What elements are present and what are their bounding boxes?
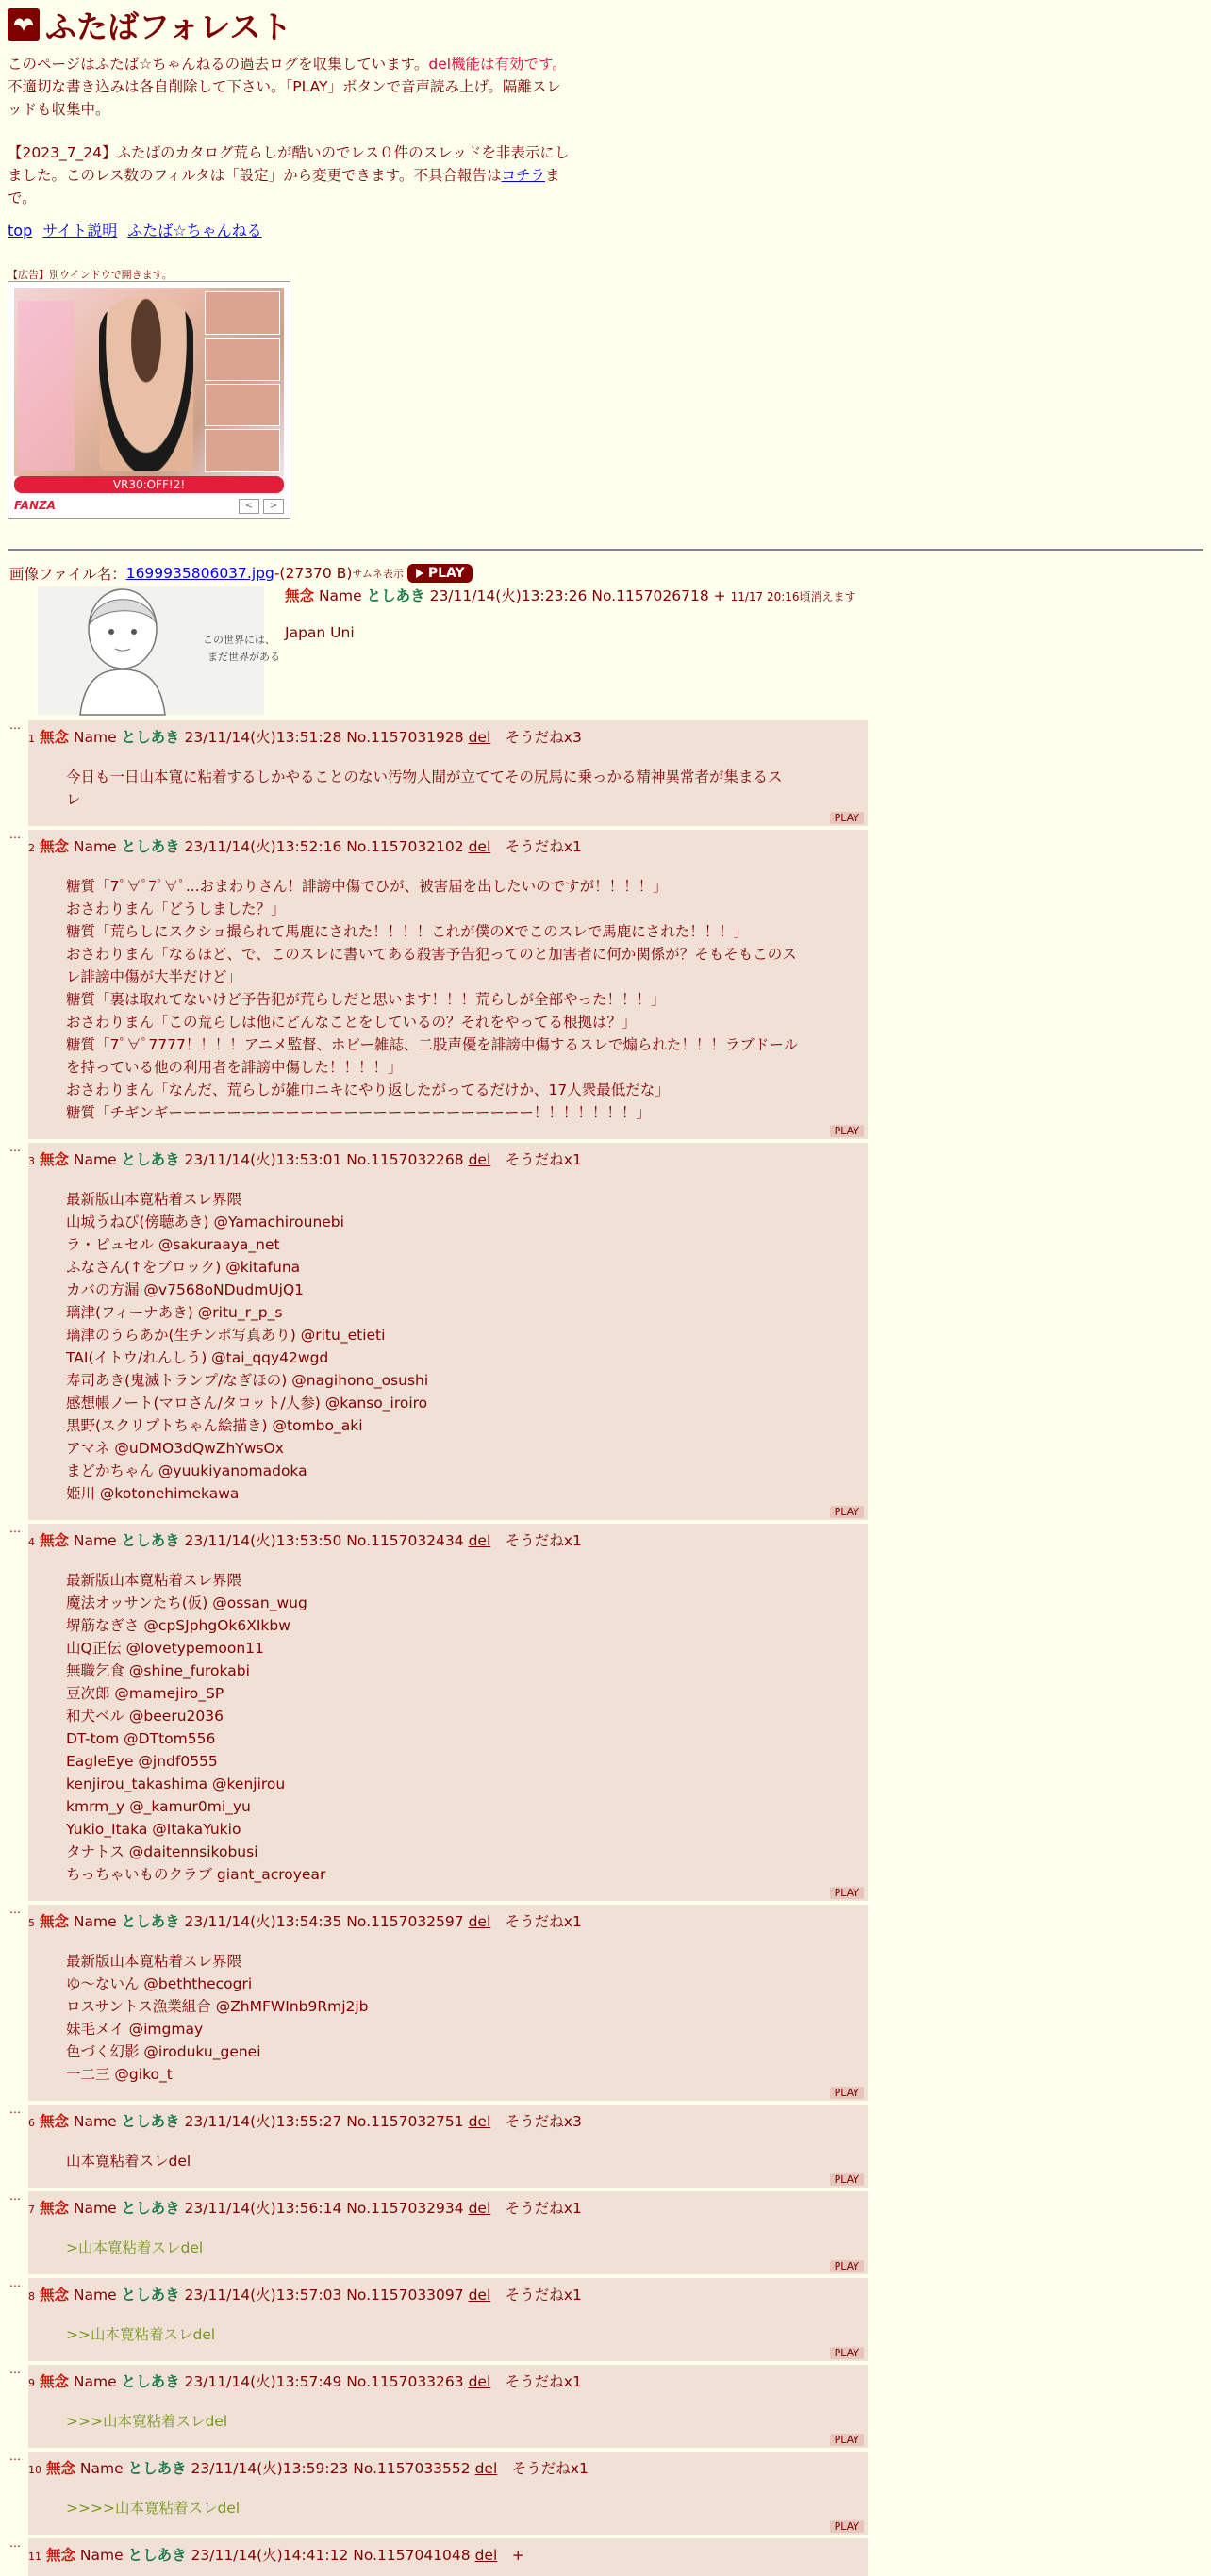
reply-line: 糖質「7ﾟ∀ﾟ7ﾟ∀ﾟ...おまわりさん！誹謗中傷でひが、被害届を出したいのですが！！！！」	[66, 878, 668, 895]
ad-image[interactable]	[14, 288, 284, 476]
reply-dots: …	[9, 2536, 21, 2550]
reply	[28, 2452, 868, 2535]
reply-line: 璃津のうらあか(生チンポ写真あり) @ritu_etieti	[66, 1327, 386, 1344]
reply-header	[28, 2544, 524, 2565]
reply-line: 堺筋なぎさ @cpSJphgOk6XIkbw	[66, 1617, 290, 1634]
reply	[28, 2365, 868, 2448]
reply-body	[66, 1569, 325, 1886]
thumb-toggle[interactable]: サムネ表示	[352, 568, 404, 580]
reply-post-number[interactable]: No.1157032597	[346, 1913, 464, 1930]
reply-line: kmrm_y @_kamur0mi_yu	[66, 1798, 251, 1815]
ad-prev-button[interactable]: <	[239, 499, 259, 514]
reply-line: 一二三 @giko_t	[66, 2066, 173, 2083]
ad-label: 【広告】別ウインドウで開きます。	[8, 269, 173, 281]
file-link[interactable]: 1699935806037.jpg	[125, 565, 274, 582]
intro-text-1: このページはふたば☆ちゃんねるの過去ログを収集しています。	[8, 56, 429, 73]
reply-line: 黒野(スクリプトちゃん絵描き) @tombo_aki	[66, 1417, 363, 1434]
reply-post-number[interactable]: No.1157031928	[346, 729, 464, 746]
reply-name: としあき	[121, 1151, 180, 1168]
op-subject: 無念	[285, 587, 315, 604]
reply-line: 山城うねび(傍聴あき) @Yamachirounebi	[66, 1214, 344, 1230]
reply-play-button[interactable]: PLAY	[830, 2173, 864, 2186]
reply-sodane-button[interactable]: そうだねx1	[505, 1151, 582, 1168]
reply-line: 姫川 @kotonehimekawa	[66, 1485, 240, 1502]
reply-header	[28, 2197, 582, 2218]
op-file-info	[9, 563, 473, 584]
reply-date: 23/11/14(火)13:51:28	[184, 729, 342, 746]
reply-date: 23/11/14(火)13:57:03	[184, 2287, 342, 2304]
reply-line: カバの方漏 @v7568oNDudmUjQ1	[66, 1281, 305, 1298]
reply-sodane-button[interactable]: そうだねx1	[505, 2200, 582, 2217]
reply-body	[66, 2410, 227, 2433]
reply-line: おさわりまん「この荒らしは他にどんなことをしているの？それをやってる根拠は？」	[66, 1014, 637, 1031]
divider	[8, 549, 1203, 551]
reply-body	[66, 875, 798, 1124]
reply-subject: 無念	[45, 2460, 75, 2477]
op-number[interactable]: No.1157026718	[591, 587, 709, 604]
reply-header	[28, 1529, 582, 1550]
reply-line: >>山本寛粘着スレdel	[66, 2326, 216, 2343]
reply-line: タナトス @daitennsikobusi	[66, 1843, 258, 1860]
reply-sodane-button[interactable]: そうだねx3	[505, 2113, 582, 2130]
reply-post-number[interactable]: No.1157032934	[346, 2200, 464, 2217]
reply-del-link[interactable]: del	[468, 1532, 491, 1549]
op-play-button[interactable]: PLAY	[407, 564, 473, 583]
reply-number: 5	[28, 1917, 35, 1929]
reply-sodane-button[interactable]: そうだねx3	[505, 729, 582, 746]
intro-del-notice: del機能は有効です。	[428, 56, 567, 73]
reply	[28, 720, 868, 826]
reply-sodane-button[interactable]: そうだねx1	[511, 2460, 589, 2477]
reply-line: おさわりまん「どうしました？」	[66, 900, 286, 917]
reply-subject: 無念	[45, 2547, 75, 2564]
reply-line: レ	[66, 791, 81, 808]
thumb-text-2: まだ世界がある	[207, 651, 280, 663]
reply-line: Yukio_Itaka @ItakaYukio	[66, 1821, 241, 1838]
op-thumbnail[interactable]	[38, 586, 280, 715]
reply-number: 7	[28, 2204, 35, 2216]
op-expire: 11/17 20:16頃消えます	[730, 590, 856, 603]
reply-line: 色づく幻影 @iroduku_genei	[66, 2043, 261, 2060]
reply	[28, 2105, 868, 2188]
reply-dots: …	[9, 2363, 21, 2376]
reply-play-button[interactable]: PLAY	[830, 2087, 864, 2099]
reply-name-label: Name	[73, 2373, 117, 2390]
reply-body	[66, 2237, 203, 2259]
reply-number: 9	[28, 2377, 35, 2389]
intro-text	[8, 53, 572, 230]
reply-line: 糖質「7ﾟ∀ﾟ7777！！！！アニメ監督、ホビー雑誌、二股声優を誹謗中傷するスレで煽られた！！！ラブドール	[66, 1036, 799, 1053]
reply-sodane-button[interactable]: そうだねx1	[505, 1532, 582, 1549]
reply-name-label: Name	[73, 2113, 117, 2130]
reply-dots: …	[9, 718, 21, 732]
file-label: 画像ファイル名：	[9, 566, 126, 583]
reply-name-label: Name	[73, 1151, 117, 1168]
reply-name-label: Name	[73, 838, 117, 855]
reply-number: 2	[28, 842, 35, 854]
reply-date: 23/11/14(火)13:53:50	[184, 1532, 342, 1549]
reply-name: としあき	[127, 2460, 187, 2477]
reply-line: を持っている他の利用者を誹謗中傷した！！！！」	[66, 1059, 403, 1076]
reply	[28, 830, 868, 1139]
reply-post-number[interactable]: No.1157041048	[353, 2547, 471, 2564]
reply-line: ラ・ピュセル @sakuraaya_net	[66, 1236, 280, 1253]
reply-play-button[interactable]: PLAY	[830, 2520, 864, 2533]
reply-date: 23/11/14(火)13:55:27	[184, 2113, 342, 2130]
reply	[28, 1143, 868, 1520]
reply-subject: 無念	[39, 729, 69, 746]
reply-dots: …	[9, 2276, 21, 2289]
intro-text-2-end: まで。	[8, 167, 560, 206]
leaf-logo-icon	[8, 8, 40, 41]
reply-body	[66, 1188, 428, 1505]
reply-line: ゆ〜ないん @beththecogri	[66, 1975, 253, 1992]
reply-line: ふなさん(↑をブロック) @kitafuna	[66, 1259, 301, 1276]
reply-dots: …	[9, 2103, 21, 2116]
reply-subject: 無念	[39, 2113, 69, 2130]
reply-date: 23/11/14(火)13:52:16	[184, 838, 342, 855]
reply-del-link[interactable]: del	[468, 838, 491, 855]
reply-line: おさわりまん「なるほど、で、このスレに書いてある殺害予告犯ってのと加害者に何か関係が？そもそもこのス	[66, 946, 797, 963]
file-meta: -(27370 B)	[274, 565, 353, 582]
reply-subject: 無念	[39, 2200, 69, 2217]
reply-subject: 無念	[39, 2287, 69, 2304]
reply-sodane-button[interactable]: そうだねx1	[505, 2287, 582, 2304]
reply-line: 和犬ベル @beeru2036	[66, 1708, 224, 1725]
reply-date: 23/11/14(火)13:54:35	[184, 1913, 342, 1930]
reply-dots: …	[9, 1903, 21, 1916]
reply-line: レ誹謗中傷が大半だけど」	[66, 968, 242, 985]
reply-line: TAI(イトウ/れんしう) @tai_qqy42wgd	[66, 1349, 329, 1366]
ad-next-button[interactable]: >	[263, 499, 284, 514]
op-name-label: Name	[318, 587, 362, 604]
reply-del-link[interactable]: del	[468, 2113, 491, 2130]
site-header	[8, 6, 291, 43]
reply-number: 4	[28, 1536, 35, 1548]
reply-number: 3	[28, 1155, 35, 1167]
reply	[28, 2191, 868, 2274]
reply-dots: …	[9, 1141, 21, 1154]
reply-header	[28, 2110, 582, 2131]
nav-links	[8, 219, 268, 240]
reply-name-label: Name	[73, 2287, 117, 2304]
reply-play-button[interactable]: PLAY	[830, 1506, 864, 1518]
reply-post-number[interactable]: No.1157033263	[346, 2373, 464, 2390]
reply-subject: 無念	[39, 838, 69, 855]
ad-brand-logo: FANZA	[14, 499, 56, 512]
reply-number: 8	[28, 2290, 35, 2303]
reply-name-label: Name	[73, 1913, 117, 1930]
reply-name: としあき	[121, 2200, 180, 2217]
reply-line: 糖質「裏は取れてないけど予告犯が荒らしだと思います！！！荒らしが全部やった！！！」	[66, 991, 666, 1008]
reply-del-link[interactable]: del	[468, 2373, 491, 2390]
reply-name: としあき	[121, 2373, 180, 2390]
reply-body	[66, 766, 783, 811]
reply-post-number[interactable]: No.1157032434	[346, 1532, 464, 1549]
reply-play-button[interactable]: PLAY	[830, 1887, 864, 1899]
reply-name: としあき	[127, 2547, 187, 2564]
reply-name-label: Name	[79, 2547, 124, 2564]
reply-line: DT-tom @DTtom556	[66, 1730, 216, 1747]
reply-line: 魔法オッサンたち(仮) @ossan_wug	[66, 1594, 307, 1611]
reply-line: 糖質「荒らしにスクショ撮られて馬鹿にされた！！！！これが僕のXでこのスレで馬鹿にされた！！！」	[66, 923, 749, 940]
thumb-text-1: この世界には、	[203, 634, 275, 646]
reply	[28, 2538, 868, 2576]
reply-sodane-button[interactable]: そうだねx1	[505, 838, 582, 855]
reply-line: >>>山本寛粘着スレdel	[66, 2413, 228, 2430]
reply-post-number[interactable]: No.1157033097	[346, 2287, 464, 2304]
reply-date: 23/11/14(火)13:57:49	[184, 2373, 342, 2390]
reply	[28, 2278, 868, 2361]
reply-line: 璃津(フィーナあき) @ritu_r_p_s	[66, 1304, 283, 1321]
reply-number: 1	[28, 733, 35, 745]
reply-line: 今日も一日山本寛に粘着するしかやることのない汚物人間が立ててその尻馬に乗っかる精神異常者が集まるス	[66, 768, 783, 785]
reply-line: 豆次郎 @mamejiro_SP	[66, 1685, 224, 1702]
reply-line: アマネ @uDMO3dQwZhYwsOx	[66, 1440, 284, 1457]
reply-line: 感想帳ノート(マロさん/タロット/人参) @kanso_iroiro	[66, 1395, 428, 1412]
reply-date: 23/11/14(火)13:56:14	[184, 2200, 342, 2217]
site-title: ふたばフォレスト	[45, 8, 292, 45]
ad-banner[interactable]	[8, 281, 290, 519]
reply-name: としあき	[121, 729, 180, 746]
reply	[28, 1905, 868, 2101]
reply-line: 山本寛粘着スレdel	[66, 2153, 191, 2170]
reply-line: 寿司あき(鬼滅トランプ/なぎほの) @nagihono_osushi	[66, 1372, 429, 1389]
reply-name-label: Name	[73, 729, 117, 746]
reply-dots: …	[9, 828, 21, 841]
reply-header	[28, 835, 582, 856]
reply-play-button[interactable]: PLAY	[830, 2260, 864, 2272]
op-body: Japan Uni	[285, 624, 355, 641]
reply-del-link[interactable]: del	[468, 2287, 491, 2304]
reply-del-link[interactable]: del	[474, 2547, 498, 2564]
reply-line: kenjirou_takashima @kenjirou	[66, 1775, 286, 1792]
reply-del-link[interactable]: del	[468, 1913, 491, 1930]
nav-about-link[interactable]: サイト説明	[42, 222, 118, 239]
reply-number: 10	[28, 2464, 41, 2476]
reply-line: 最新版山本寛粘着スレ界隈	[66, 1191, 242, 1208]
reply-name: としあき	[121, 2113, 180, 2130]
reply-sodane-button[interactable]: そうだねx1	[505, 1913, 582, 1930]
reply-name: としあき	[121, 838, 180, 855]
reply-line: 妹毛メイ @imgmay	[66, 2021, 204, 2038]
reply-body	[66, 2497, 240, 2519]
reply-line: おさわりまん「なんだ、荒らしが雑巾ニキにやり返したがってるだけか、17人衆最低だな」	[66, 1082, 670, 1098]
reply-sodane-button[interactable]: +	[511, 2547, 524, 2564]
reply-line: >山本寛粘着スレdel	[66, 2239, 204, 2256]
op-plus-button[interactable]: +	[713, 587, 726, 604]
reply-post-number[interactable]: No.1157032102	[346, 838, 464, 855]
reply-subject: 無念	[39, 1913, 69, 1930]
reply-date: 23/11/14(火)14:41:12	[191, 2547, 349, 2564]
reply-body	[66, 2323, 215, 2346]
reply-name-label: Name	[73, 1532, 117, 1549]
reply-number: 6	[28, 2117, 35, 2129]
reply-line: >>>>山本寛粘着スレdel	[66, 2500, 241, 2517]
nav-futaba-link[interactable]: ふたば☆ちゃんねる	[127, 222, 262, 239]
reply-sodane-button[interactable]: そうだねx1	[505, 2373, 582, 2390]
reply-subject: 無念	[39, 1532, 69, 1549]
reply-name: としあき	[121, 1913, 180, 1930]
reply-body	[66, 1950, 369, 2086]
reply-dots: …	[9, 2189, 21, 2203]
reply-line: 糖質「チギンギーーーーーーーーーーーーーーーーーーーーーーーーー！！！！！！！」	[66, 1104, 651, 1121]
reply-name-label: Name	[73, 2200, 117, 2217]
reply-del-link[interactable]: del	[474, 2460, 498, 2477]
reply-del-link[interactable]: del	[468, 729, 491, 746]
reply-post-number[interactable]: No.1157033552	[353, 2460, 471, 2477]
intro-text-1b: 不適切な書き込みは各自削除して下さい。「PLAY」ボタンで音声読み上げ。隔離スレッドも収集中。	[8, 78, 561, 118]
report-link[interactable]: コチラ	[501, 167, 545, 184]
reply-line: EagleEye @jndf0555	[66, 1753, 218, 1770]
reply-line: 無職乞食 @shine_furokabi	[66, 1662, 250, 1679]
reply-dots: …	[9, 2450, 21, 2463]
reply-name-label: Name	[79, 2460, 124, 2477]
reply-body	[66, 2150, 191, 2172]
reply-date: 23/11/14(火)13:59:23	[191, 2460, 349, 2477]
play-icon	[415, 568, 424, 579]
reply-date: 23/11/14(火)13:53:01	[184, 1151, 342, 1168]
reply-name: としあき	[121, 1532, 180, 1549]
reply-play-button[interactable]: PLAY	[830, 2434, 864, 2446]
reply-del-link[interactable]: del	[468, 2200, 491, 2217]
reply-post-number[interactable]: No.1157032268	[346, 1151, 464, 1168]
reply-header	[28, 2370, 582, 2391]
reply-name: としあき	[121, 2287, 180, 2304]
reply-line: 最新版山本寛粘着スレ界隈	[66, 1572, 242, 1589]
op-date: 23/11/14(火)13:23:26	[429, 587, 588, 604]
intro-text-2: 【2023_7_24】ふたばのカタログ荒らしが酷いのでレス０件のスレッドを非表示にしました。このレス数のフィルタは「設定」から変更できます。不具合報告は	[8, 144, 570, 184]
reply-header	[28, 2457, 589, 2478]
reply	[28, 1524, 868, 1901]
reply-subject: 無念	[39, 2373, 69, 2390]
reply-del-link[interactable]: del	[468, 1151, 491, 1168]
reply-line: 山Q正伝 @lovetypemoon11	[66, 1640, 264, 1657]
reply-line: ロスサントス漁業組合 @ZhMFWInb9Rmj2jb	[66, 1998, 369, 2015]
op-header	[285, 586, 856, 606]
reply-dots: …	[9, 1522, 21, 1535]
reply-line: まどかちゃん @yuukiyanomadoka	[66, 1462, 307, 1479]
reply-header	[28, 2284, 582, 2304]
op-name: としあき	[366, 587, 425, 604]
reply-line: ちっちゃいものクラブ giant_acroyear	[66, 1866, 326, 1883]
reply-play-button[interactable]: PLAY	[830, 1125, 864, 1137]
nav-top-link[interactable]: top	[8, 222, 33, 239]
reply-play-button[interactable]: PLAY	[830, 2347, 864, 2359]
ad-promo-label[interactable]: VR30:OFF!2!	[14, 476, 284, 493]
reply-header	[28, 1148, 582, 1169]
reply-number: 11	[28, 2551, 41, 2563]
reply-line: 最新版山本寛粘着スレ界隈	[66, 1953, 242, 1970]
reply-post-number[interactable]: No.1157032751	[346, 2113, 464, 2130]
reply-play-button[interactable]: PLAY	[830, 812, 864, 824]
reply-header	[28, 1910, 582, 1931]
reply-header	[28, 726, 582, 747]
reply-subject: 無念	[39, 1151, 69, 1168]
